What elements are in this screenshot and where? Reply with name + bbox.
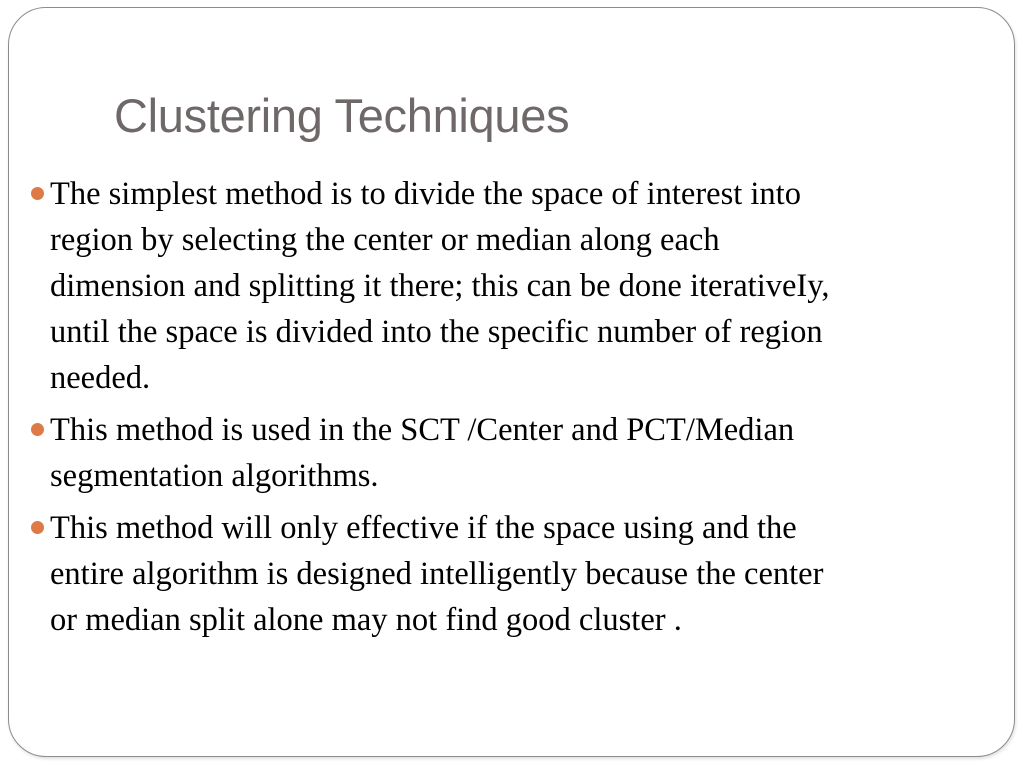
bullet-item <box>29 171 999 401</box>
bullet-text-line: This method will only effective if the space using and the <box>50 510 797 546</box>
bullet-list <box>29 171 999 649</box>
slide-title: Clustering Techniques <box>114 89 570 142</box>
bullet-item <box>29 505 999 643</box>
bullet-dot-icon <box>31 521 44 534</box>
bullet-item <box>29 407 999 499</box>
bullet-text-line: segmentation algorithms. <box>50 458 379 494</box>
bullet-text-line: needed. <box>50 360 151 396</box>
bullet-text-line: entire algorithm is designed intelligently because the center <box>50 556 824 592</box>
bullet-dot-icon <box>31 187 44 200</box>
slide-frame <box>8 7 1015 757</box>
bullet-dot-icon <box>31 423 44 436</box>
bullet-text-line: This method is used in the SCT /Center and PCT/Median <box>50 412 795 448</box>
bullet-text-line: until the space is divided into the specific number of region <box>50 314 823 350</box>
bullet-text-line: dimension and splitting it there; this can be done iterativeIy, <box>50 268 830 304</box>
bullet-text-line: or median split alone may not find good cluster . <box>50 602 682 638</box>
bullet-text-line: The simplest method is to divide the space of interest into <box>50 176 801 212</box>
bullet-text-line: region by selecting the center or median along each <box>50 222 720 258</box>
